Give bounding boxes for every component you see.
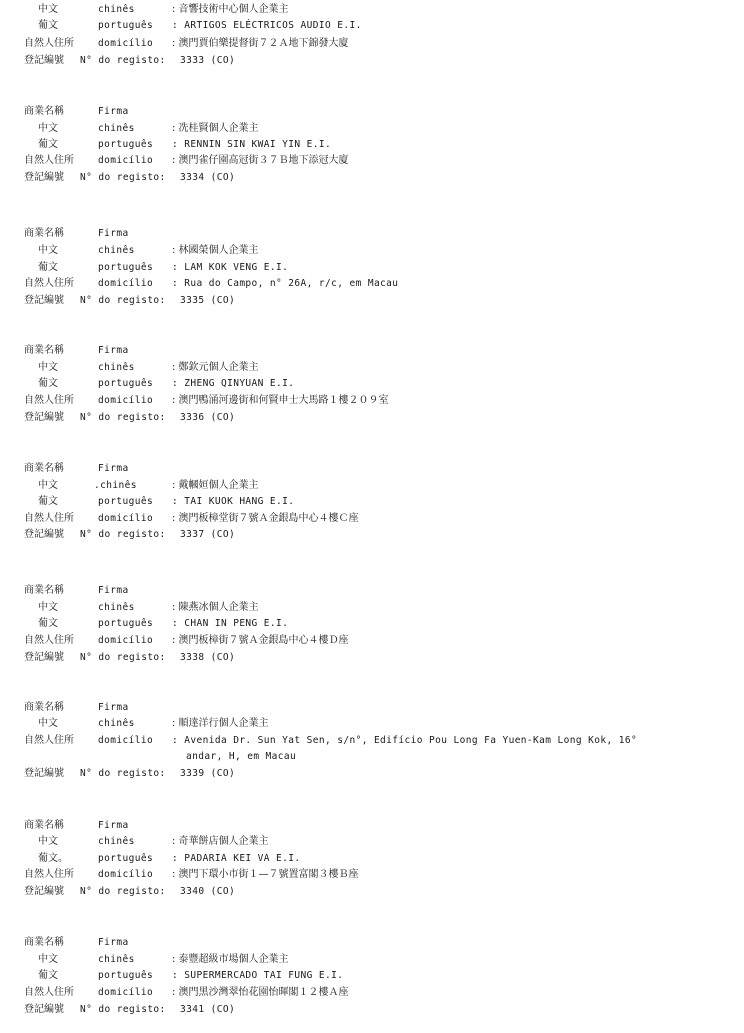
firm-label: 商業名稱 — [24, 702, 64, 713]
registry-label: 登記編號 — [24, 172, 64, 183]
domicile-value: : 澳門黑沙灣翠怡花園怡暉閣１２樓Ａ座 — [172, 987, 349, 998]
domicile-row — [0, 633, 744, 649]
firm-label-pt: Firma — [98, 820, 129, 831]
portuguese-name-row — [0, 137, 744, 153]
portuguese-label-pt: português — [98, 496, 154, 507]
domicile-label: 自然人住所 — [24, 513, 74, 524]
domicile-label-pt: domicílio — [98, 635, 154, 646]
chinese-name-row — [0, 2, 744, 18]
registry-label-pt: N° do registo: — [80, 412, 166, 423]
chinese-name-row — [0, 600, 744, 616]
domicile-label-pt: domicílio — [98, 513, 154, 524]
firm-row — [0, 818, 744, 834]
firm-row — [0, 226, 744, 242]
chinese-label: 中文 — [38, 718, 58, 729]
firm-label-pt: Firma — [98, 228, 129, 239]
registry-label: 登記編號 — [24, 412, 64, 423]
registry-label-pt: N° do registo: — [80, 1004, 166, 1015]
portuguese-label: 葡文 — [38, 618, 58, 629]
registry-label-pt: N° do registo: — [80, 652, 166, 663]
portuguese-label-pt: português — [98, 262, 154, 273]
registry-label: 登記編號 — [24, 886, 64, 897]
firm-label-pt: Firma — [98, 937, 129, 948]
firm-label-pt: Firma — [98, 345, 129, 356]
chinese-label: 中文 — [38, 362, 58, 373]
portuguese-label-pt: português — [98, 618, 154, 629]
portuguese-name-value: : ARTIGOS ELÉCTRICOS AUDIO E.I. — [172, 20, 362, 31]
chinese-label: 中文 — [38, 602, 58, 613]
portuguese-name-value: : CHAN IN PENG E.I. — [172, 618, 289, 629]
domicile-label-pt: domicílio — [98, 278, 154, 289]
chinese-name-value: : 鄭欽元個人企業主 — [172, 362, 259, 373]
registry-number-value: 3333 (CO) — [180, 55, 236, 66]
domicile-row — [0, 985, 744, 1001]
registry-number-row — [0, 766, 744, 782]
chinese-name-value: : 冼桂賢個人企業主 — [172, 123, 259, 134]
domicile-label: 自然人住所 — [24, 278, 74, 289]
portuguese-name-row — [0, 376, 744, 392]
firm-row — [0, 461, 744, 477]
domicile-value: : 澳門賈伯樂提督街７２Ａ地下錦發大廈 — [172, 38, 349, 49]
chinese-label-pt: chinês — [98, 245, 135, 256]
portuguese-name-value: : LAM KOK VENG E.I. — [172, 262, 289, 273]
registry-number-row — [0, 410, 744, 426]
domicile-value-continued: andar, H, em Macau — [186, 751, 297, 762]
registry-label-pt: N° do registo: — [80, 172, 166, 183]
chinese-label-pt: chinês — [98, 4, 135, 15]
firm-label: 商業名稱 — [24, 585, 64, 596]
chinese-name-row — [0, 121, 744, 137]
registry-number-row — [0, 884, 744, 900]
domicile-continuation-row — [0, 749, 744, 765]
domicile-value: : 澳門下環小市街１—７號置富閣３樓Ｂ座 — [172, 869, 359, 880]
chinese-name-value: : 音響技術中心個人企業主 — [172, 4, 289, 15]
portuguese-label: 葡文。 — [38, 853, 68, 864]
domicile-row — [0, 511, 744, 527]
firm-row — [0, 700, 744, 716]
firm-label: 商業名稱 — [24, 228, 64, 239]
firm-row — [0, 935, 744, 951]
registry-label-pt: N° do registo: — [80, 768, 166, 779]
domicile-label-pt: domicílio — [98, 987, 154, 998]
registry-label-pt: N° do registo: — [80, 295, 166, 306]
portuguese-label-pt: português — [98, 139, 154, 150]
domicile-row — [0, 36, 744, 52]
domicile-label-pt: domicílio — [98, 395, 154, 406]
portuguese-label-pt: português — [98, 378, 154, 389]
firm-label-pt: Firma — [98, 106, 129, 117]
domicile-value: : Rua do Campo, n° 26A, r/c, em Macau — [172, 278, 399, 289]
registry-label-pt: N° do registo: — [80, 529, 166, 540]
chinese-label: 中文 — [38, 123, 58, 134]
chinese-name-row — [0, 360, 744, 376]
domicile-label-pt: domicílio — [98, 869, 154, 880]
domicile-row — [0, 733, 744, 749]
domicile-label: 自然人住所 — [24, 735, 74, 746]
registry-number-value: 3334 (CO) — [180, 172, 236, 183]
firm-row — [0, 104, 744, 120]
portuguese-label-pt: português — [98, 853, 154, 864]
domicile-value: : Avenida Dr. Sun Yat Sen, s/n°, Edifício Pou Long Fa Yuen-Kam Long Kok, 16° — [172, 735, 638, 746]
domicile-row — [0, 867, 744, 883]
domicile-value: : 澳門板樟堂街７號Ａ金銀島中心４樓Ｃ座 — [172, 513, 359, 524]
registry-label: 登記編號 — [24, 55, 64, 66]
domicile-label: 自然人住所 — [24, 38, 74, 49]
firm-label: 商業名稱 — [24, 937, 64, 948]
portuguese-label-pt: português — [98, 970, 154, 981]
portuguese-name-value: : ZHENG QINYUAN E.I. — [172, 378, 295, 389]
portuguese-label-pt: português — [98, 20, 154, 31]
portuguese-label: 葡文 — [38, 262, 58, 273]
registry-number-value: 3341 (CO) — [180, 1004, 236, 1015]
registry-label: 登記編號 — [24, 295, 64, 306]
domicile-row — [0, 153, 744, 169]
chinese-name-row — [0, 478, 744, 494]
domicile-value: : 澳門雀仔園高冠街３７Ｂ地下添冠大廈 — [172, 155, 349, 166]
domicile-value: : 澳門板樟街７號Ａ金銀島中心４樓Ｄ座 — [172, 635, 349, 646]
portuguese-label: 葡文 — [38, 970, 58, 981]
registry-number-value: 3340 (CO) — [180, 886, 236, 897]
chinese-label-pt: chinês — [98, 362, 135, 373]
registry-label: 登記編號 — [24, 529, 64, 540]
chinese-name-row — [0, 952, 744, 968]
portuguese-name-row — [0, 494, 744, 510]
chinese-label-pt: chinês — [98, 836, 135, 847]
portuguese-name-row — [0, 616, 744, 632]
portuguese-name-row — [0, 18, 744, 34]
chinese-label: 中文 — [38, 836, 58, 847]
chinese-label-pt: chinês — [98, 954, 135, 965]
registry-label: 登記編號 — [24, 652, 64, 663]
chinese-label: 中文 — [38, 245, 58, 256]
firm-row — [0, 583, 744, 599]
firm-label-pt: Firma — [98, 463, 129, 474]
registry-label-pt: N° do registo: — [80, 886, 166, 897]
portuguese-label: 葡文 — [38, 496, 58, 507]
firm-label: 商業名稱 — [24, 820, 64, 831]
chinese-name-value: : 奇華餅店個人企業主 — [172, 836, 269, 847]
portuguese-label: 葡文 — [38, 378, 58, 389]
portuguese-name-row — [0, 260, 744, 276]
domicile-label-pt: domicílio — [98, 155, 154, 166]
firm-label: 商業名稱 — [24, 463, 64, 474]
chinese-label-pt: chinês — [98, 123, 135, 134]
registry-number-value: 3336 (CO) — [180, 412, 236, 423]
registry-number-row — [0, 1002, 744, 1018]
registry-number-value: 3339 (CO) — [180, 768, 236, 779]
chinese-name-value: : 泰豐超級市場個人企業主 — [172, 954, 289, 965]
registry-number-value: 3338 (CO) — [180, 652, 236, 663]
registry-number-row — [0, 170, 744, 186]
domicile-label: 自然人住所 — [24, 635, 74, 646]
domicile-label: 自然人住所 — [24, 987, 74, 998]
registry-number-value: 3337 (CO) — [180, 529, 236, 540]
portuguese-name-row — [0, 851, 744, 867]
portuguese-label: 葡文 — [38, 20, 58, 31]
chinese-name-row — [0, 716, 744, 732]
chinese-label: 中文 — [38, 954, 58, 965]
chinese-label: 中文 — [38, 480, 58, 491]
domicile-row — [0, 276, 744, 292]
chinese-label: 中文 — [38, 4, 58, 15]
chinese-name-value: : 林國榮個人企業主 — [172, 245, 259, 256]
registry-label-pt: N° do registo: — [80, 55, 166, 66]
portuguese-name-value: : PADARIA KEI VA E.I. — [172, 853, 301, 864]
firm-label: 商業名稱 — [24, 106, 64, 117]
chinese-name-row — [0, 243, 744, 259]
domicile-row — [0, 393, 744, 409]
registry-number-row — [0, 527, 744, 543]
domicile-label: 自然人住所 — [24, 869, 74, 880]
domicile-label: 自然人住所 — [24, 395, 74, 406]
portuguese-name-value: : TAI KUOK HANG E.I. — [172, 496, 295, 507]
portuguese-name-value: : SUPERMERCADO TAI FUNG E.I. — [172, 970, 344, 981]
firm-label-pt: Firma — [98, 702, 129, 713]
chinese-label-pt: .chinês — [94, 480, 137, 491]
domicile-label-pt: domicílio — [98, 735, 154, 746]
domicile-label-pt: domicílio — [98, 38, 154, 49]
chinese-name-row — [0, 834, 744, 850]
portuguese-name-value: : RENNIN SIN KWAI YIN E.I. — [172, 139, 332, 150]
portuguese-label: 葡文 — [38, 139, 58, 150]
firm-label: 商業名稱 — [24, 345, 64, 356]
firm-row — [0, 343, 744, 359]
registry-number-row — [0, 293, 744, 309]
registry-label: 登記編號 — [24, 1004, 64, 1015]
chinese-label-pt: chinês — [98, 718, 135, 729]
domicile-label: 自然人住所 — [24, 155, 74, 166]
registry-number-value: 3335 (CO) — [180, 295, 236, 306]
portuguese-name-row — [0, 968, 744, 984]
chinese-name-value: : 戴幗姮個人企業主 — [172, 480, 259, 491]
registry-number-row — [0, 650, 744, 666]
domicile-value: : 澳門鴨涌河邊街和何賢申士大馬路１樓２０９室 — [172, 395, 389, 406]
registry-label: 登記編號 — [24, 768, 64, 779]
chinese-name-value: : 順達洋行個人企業主 — [172, 718, 269, 729]
chinese-label-pt: chinês — [98, 602, 135, 613]
registry-number-row — [0, 53, 744, 69]
firm-label-pt: Firma — [98, 585, 129, 596]
chinese-name-value: : 陳燕冰個人企業主 — [172, 602, 259, 613]
